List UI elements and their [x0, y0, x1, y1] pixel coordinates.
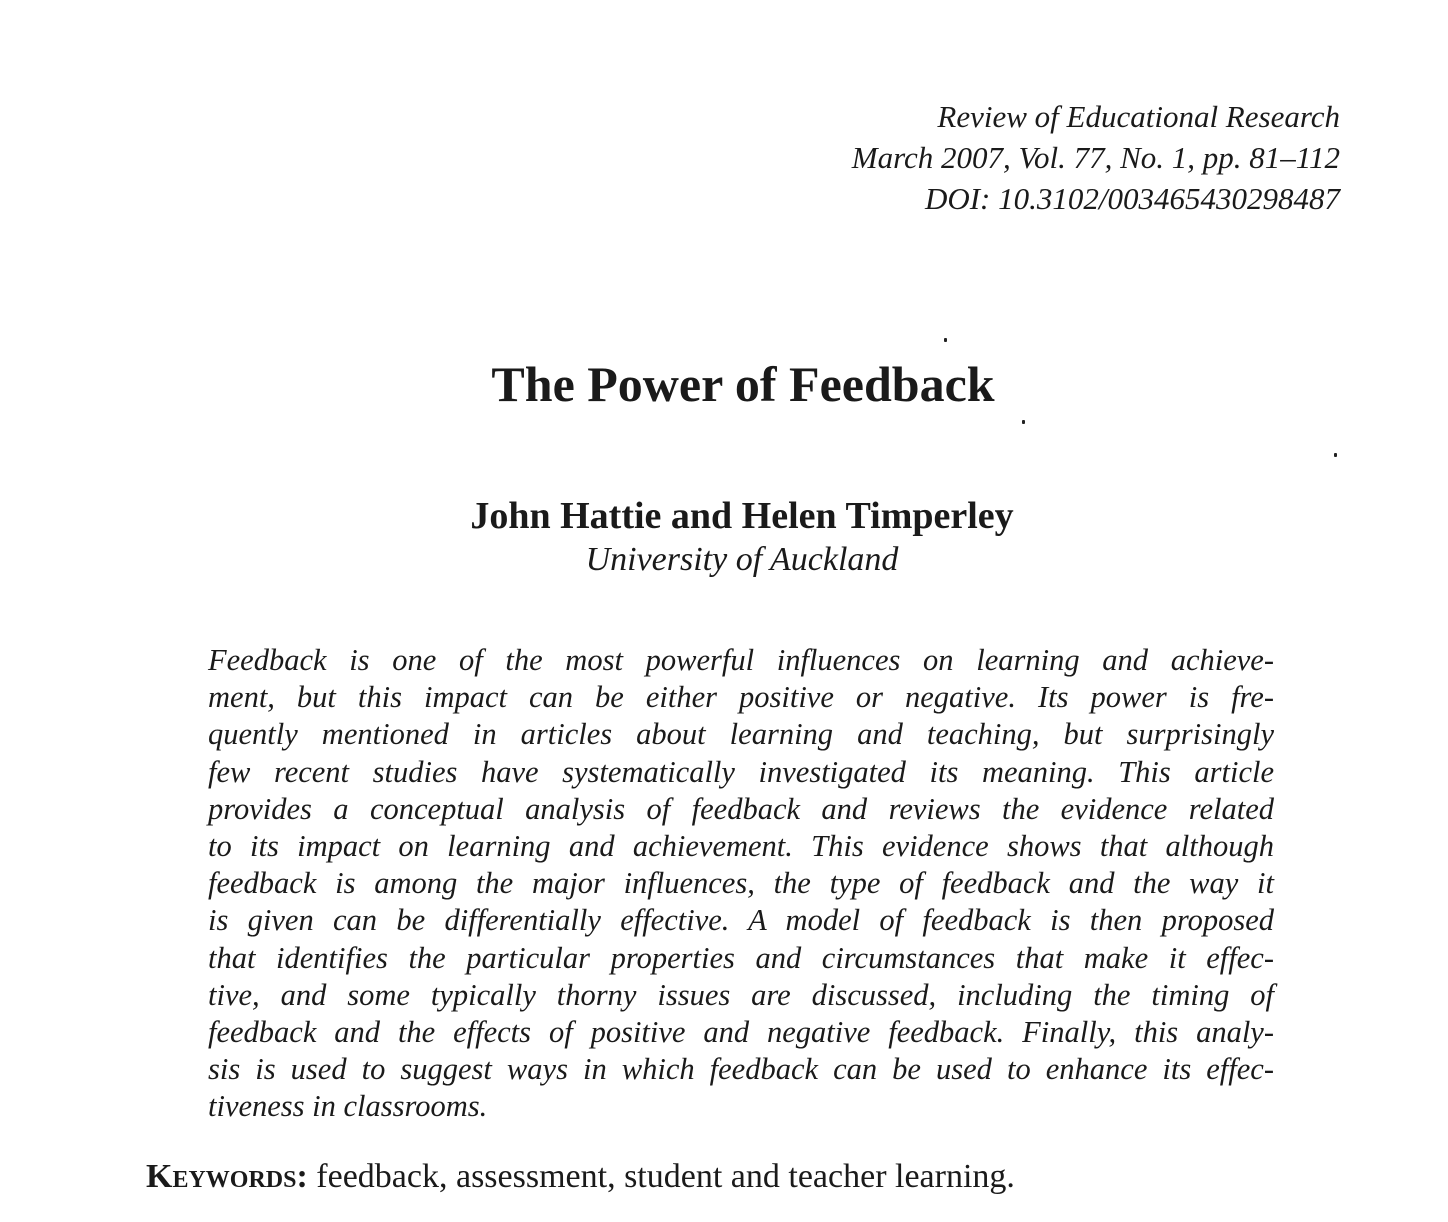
journal-issue: March 2007, Vol. 77, No. 1, pp. 81–112	[851, 140, 1340, 175]
abstract-line: provides a conceptual analysis of feedback and reviews the evidence related	[208, 791, 1274, 826]
abstract-line: sis is used to suggest ways in which feedback can be used to enhance its effec-	[208, 1052, 1274, 1087]
journal-name: Review of Educational Research	[937, 99, 1340, 134]
abstract	[208, 642, 1274, 1126]
abstract-line: feedback and the effects of positive and negative feedback. Finally, this analy-	[208, 1015, 1274, 1050]
paper-authors: John Hattie and Helen Timperley	[470, 495, 1014, 537]
scan-speck	[1022, 420, 1025, 424]
keywords-label: Keywords:	[146, 1158, 308, 1195]
abstract-line: ment, but this impact can be either positive or negative. Its power is fre-	[208, 680, 1274, 715]
abstract-line: tiveness in classrooms.	[208, 1089, 488, 1124]
abstract-line: to its impact on learning and achievement. This evidence shows that although	[208, 829, 1274, 864]
scan-speck	[944, 338, 947, 342]
abstract-line: few recent studies have systematically investigated its meaning. This article	[208, 754, 1274, 789]
abstract-line: feedback is among the major influences, the type of feedback and the way it	[208, 866, 1274, 901]
author-affiliation: University of Auckland	[585, 541, 899, 578]
journal-doi: DOI: 10.3102/003465430298487	[924, 181, 1340, 216]
paper-title: The Power of Feedback	[491, 356, 995, 412]
keywords-value: feedback, assessment, student and teacher learning.	[316, 1158, 1015, 1195]
abstract-line: that identifies the particular properties and circumstances that make it effec-	[208, 940, 1274, 975]
abstract-line: quently mentioned in articles about learning and teaching, but surprisingly	[208, 717, 1274, 752]
keywords	[146, 1155, 1015, 1199]
abstract-line: is given can be differentially effective. A model of feedback is then proposed	[208, 903, 1274, 938]
journal-citation	[852, 96, 1340, 219]
scan-speck	[1334, 453, 1337, 457]
abstract-line: Feedback is one of the most powerful influences on learning and achieve-	[208, 643, 1274, 677]
abstract-line: tive, and some typically thorny issues are discussed, including the timing of	[208, 977, 1274, 1012]
